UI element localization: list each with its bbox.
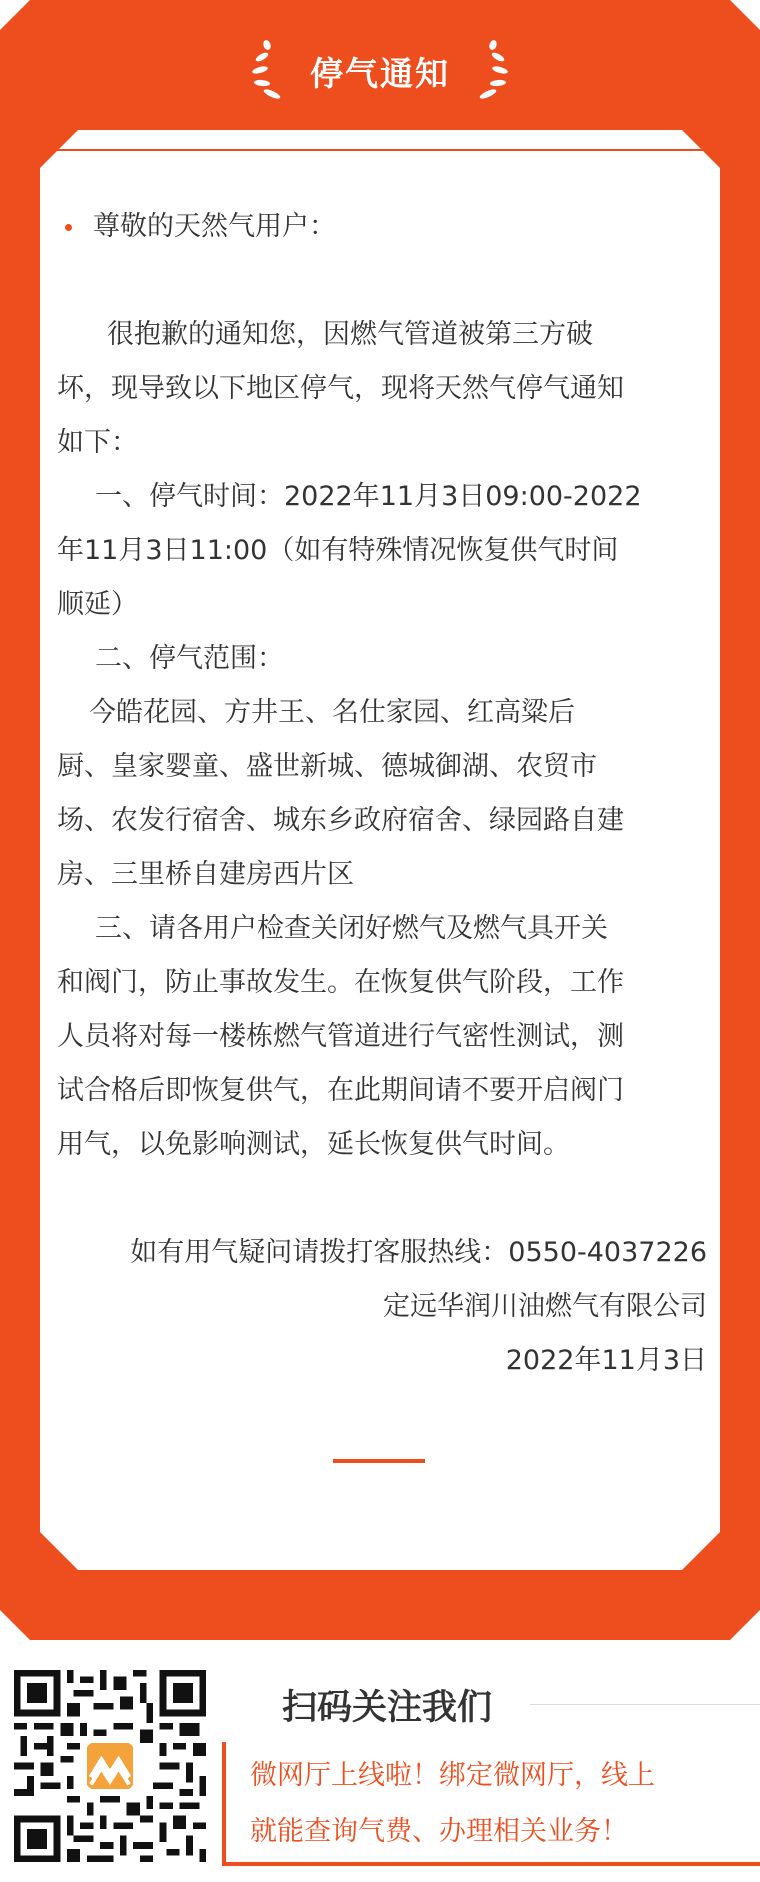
text-line: 和阀门，防止事故发生。在恢复供气阶段，工作 [57,967,624,998]
text-line: 年11月3日11:00（如有特殊情况恢复供气时间 [57,535,619,566]
text-line: 场、农发行宿舍、城东乡政府宿舍、绿园路自建 [57,805,624,836]
end-divider [333,1459,425,1463]
text-line: 用气，以免影响测试，延长恢复供气时间。 [57,1129,570,1160]
qr-code-icon[interactable] [14,1670,206,1862]
promo-line: 微网厅上线啦！绑定微网厅，线上 [250,1760,655,1791]
follow-divider [530,1704,760,1705]
corner-decoration [40,1532,78,1570]
follow-promo [222,1742,760,1866]
title-row [0,38,760,104]
text-line: 试合格后即恢复供气，在此期间请不要开启阀门 [57,1075,624,1106]
spacer [57,254,707,308]
laurel-right-icon [476,40,512,102]
outage-time [57,470,707,524]
bullet-dot-icon [65,224,72,231]
text-line: 如下： [57,427,138,458]
text-line: 顺延） [57,589,138,620]
corner-decoration [682,1532,720,1570]
text-line: 二、停气范围： [95,643,284,674]
page-title: 停气通知 [310,53,450,93]
notice-body [57,200,707,1388]
outage-scope [57,686,707,740]
follow-title: 扫码关注我们 [282,1688,493,1728]
text-line: 房、三里桥自建房西片区 [57,859,354,890]
text-line: 坏，现导致以下地区停气，现将天然气停气通知 [57,373,624,404]
company-name: 定远华润川油燃气有限公司 [383,1291,707,1322]
text-line: 厨、皇家婴童、盛世新城、德城御湖、农贸市 [57,751,597,782]
text-line: 今皓花园、方井王、名仕家园、红高粱后 [89,697,575,728]
greeting-text: 尊敬的天然气用户： [93,211,336,242]
spacer [57,1172,707,1226]
hotline-text: 如有用气疑问请拨打客服热线：0550-4037226 [130,1237,707,1268]
brand-logo-icon [84,1740,137,1793]
text-line: 一、停气时间：2022年11月3日09:00-2022 [95,481,642,512]
text-line: 很抱歉的通知您，因燃气管道被第三方破 [107,319,593,350]
laurel-left-icon [248,40,284,102]
notice-date: 2022年11月3日 [505,1345,707,1376]
paragraph-intro [57,308,707,362]
safety-notice [57,902,707,956]
text-line: 三、请各用户检查关闭好燃气及燃气具开关 [95,913,608,944]
text-line: 人员将对每一楼栋燃气管道进行气密性测试，测 [57,1021,624,1052]
title-divider [40,149,720,151]
promo-line: 就能查询气费、办理相关业务！ [250,1816,628,1847]
outage-scope-heading [57,632,707,686]
greeting [57,200,707,254]
